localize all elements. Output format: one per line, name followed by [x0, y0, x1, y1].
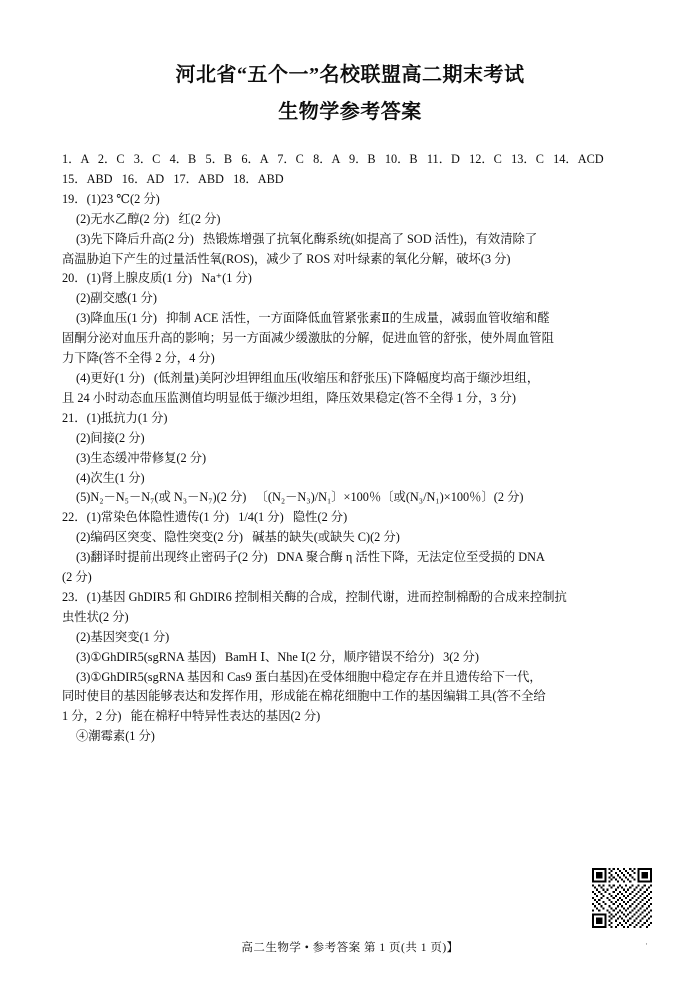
question-22-line-3: (3)翻译时提前出现终止密码子(2 分) DNA 聚合酶 η 活性下降，无法定位至受损的 DNA	[76, 550, 545, 565]
question-19-line-3: (3)先下降后升高(2 分) 热锻炼增强了抗氧化酶系统(如提高了 SOD 活性)，有效清除了	[76, 231, 538, 246]
objective-answers-line-1: 1．A 2．C 3．C 4．B 5．B 6．A 7．C 8．A 9．B 10．B 11．D 12．C 13．C 14．ACD	[62, 152, 604, 166]
question-20-line-7: 且 24 小时动态血压监测值均明显低于缬沙坦组，降压效果稳定(答不全得 1 分，3 分)	[62, 390, 516, 405]
question-22-line-1: 22．(1)常染色体隐性遗传(1 分) 1/4(1 分) 隐性(2 分)	[62, 510, 348, 525]
question-23-line-4: (3)①GhDIR5(sgRNA 基因和 Cas9 蛋白基因)在受体细胞中稳定存在并且遗传给下一代，	[76, 669, 542, 684]
question-23-line-2: 虫性状(2 分)	[62, 609, 129, 624]
question-23-line-1: 23．(1)基因 GhDIR5 和 GhDIR6 控制相关酶的合成，控制代谢，进而控制棉酚的合成来控制抗	[62, 589, 567, 604]
question-22-line-4: (2 分)	[62, 570, 92, 585]
question-21-line-3: (3)生态缓冲带修复(2 分)	[76, 450, 207, 465]
question-20-line-6: (4)更好(1 分) (低剂量)美阿沙坦钾组血压(收缩压和舒张压)下降幅度均高于缬沙坦组，	[76, 370, 540, 385]
qr-code	[592, 868, 652, 928]
question-21-line-5: (5)N₂－N₅－N₇(或 N₃－N₇)(2 分) 〔(N₂－N₃)/N₁〕×100％〔或(N₃/N₁)×100％〕(2 分)	[76, 490, 524, 505]
question-23-line-3b: (3)①GhDIR5(sgRNA 基因) BamH Ⅰ、Nhe Ⅰ(2 分，顺序错误不给分) 3(2 分)	[76, 649, 479, 664]
question-22-line-2: (2)编码区突变、隐性突变(2 分) 碱基的缺失(或缺失 C)(2 分)	[76, 530, 400, 545]
page-subtitle: 生物学参考答案	[278, 101, 422, 123]
objective-answers-line-2: 15．ABD 16．AD 17．ABD 18．ABD	[62, 171, 284, 186]
footer-text: 高二生物学 • 参考答案 第 1 页(共 1 页)】	[241, 942, 459, 954]
question-23-line-5: 同时使目的基因能够表达和发挥作用，形成能在棉花细胞中工作的基因编辑工具(答不全给	[62, 689, 546, 704]
answers-body	[62, 150, 638, 747]
corner-mark: ·	[645, 939, 648, 949]
question-21-line-4: (4)次生(1 分)	[76, 470, 145, 485]
page-title: 河北省“五个一”名校联盟高二期末考试	[175, 64, 525, 86]
question-20-line-2: (2)副交感(1 分)	[76, 291, 157, 306]
question-23-line-6: 1 分，2 分) 能在棉籽中特异性表达的基因(2 分)	[62, 709, 321, 724]
question-19-line-1: 19．(1)23 ℃(2 分)	[62, 191, 160, 206]
page-footer	[0, 939, 700, 955]
question-21-line-1: 21．(1)抵抗力(1 分)	[62, 410, 168, 425]
question-21-line-2: (2)间接(2 分)	[76, 430, 145, 445]
question-20-line-1: 20．(1)肾上腺皮质(1 分) Na⁺(1 分)	[62, 271, 252, 286]
page-header	[0, 0, 700, 128]
question-23-line-3: (2)基因突变(1 分)	[76, 629, 170, 644]
question-19-line-2: (2)无水乙醇(2 分) 红(2 分)	[76, 211, 221, 226]
question-20-line-5: 力下降(答不全得 2 分，4 分)	[62, 351, 215, 366]
question-19-line-4: 高温胁迫下产生的过量活性氧(ROS)，减少了 ROS 对叶绿素的氧化分解，破坏(3 分)	[62, 251, 511, 266]
question-20-line-4: 固酮分泌对血压升高的影响；另一方面减少缓激肽的分解，促进血管的舒张，使外周血管阻	[62, 331, 554, 346]
question-23-line-7: ④潮霉素(1 分)	[76, 729, 155, 744]
question-20-line-3: (3)降血压(1 分) 抑制 ACE 活性，一方面降低血管紧张素Ⅱ的生成量，减弱血管收缩和醛	[76, 311, 550, 326]
